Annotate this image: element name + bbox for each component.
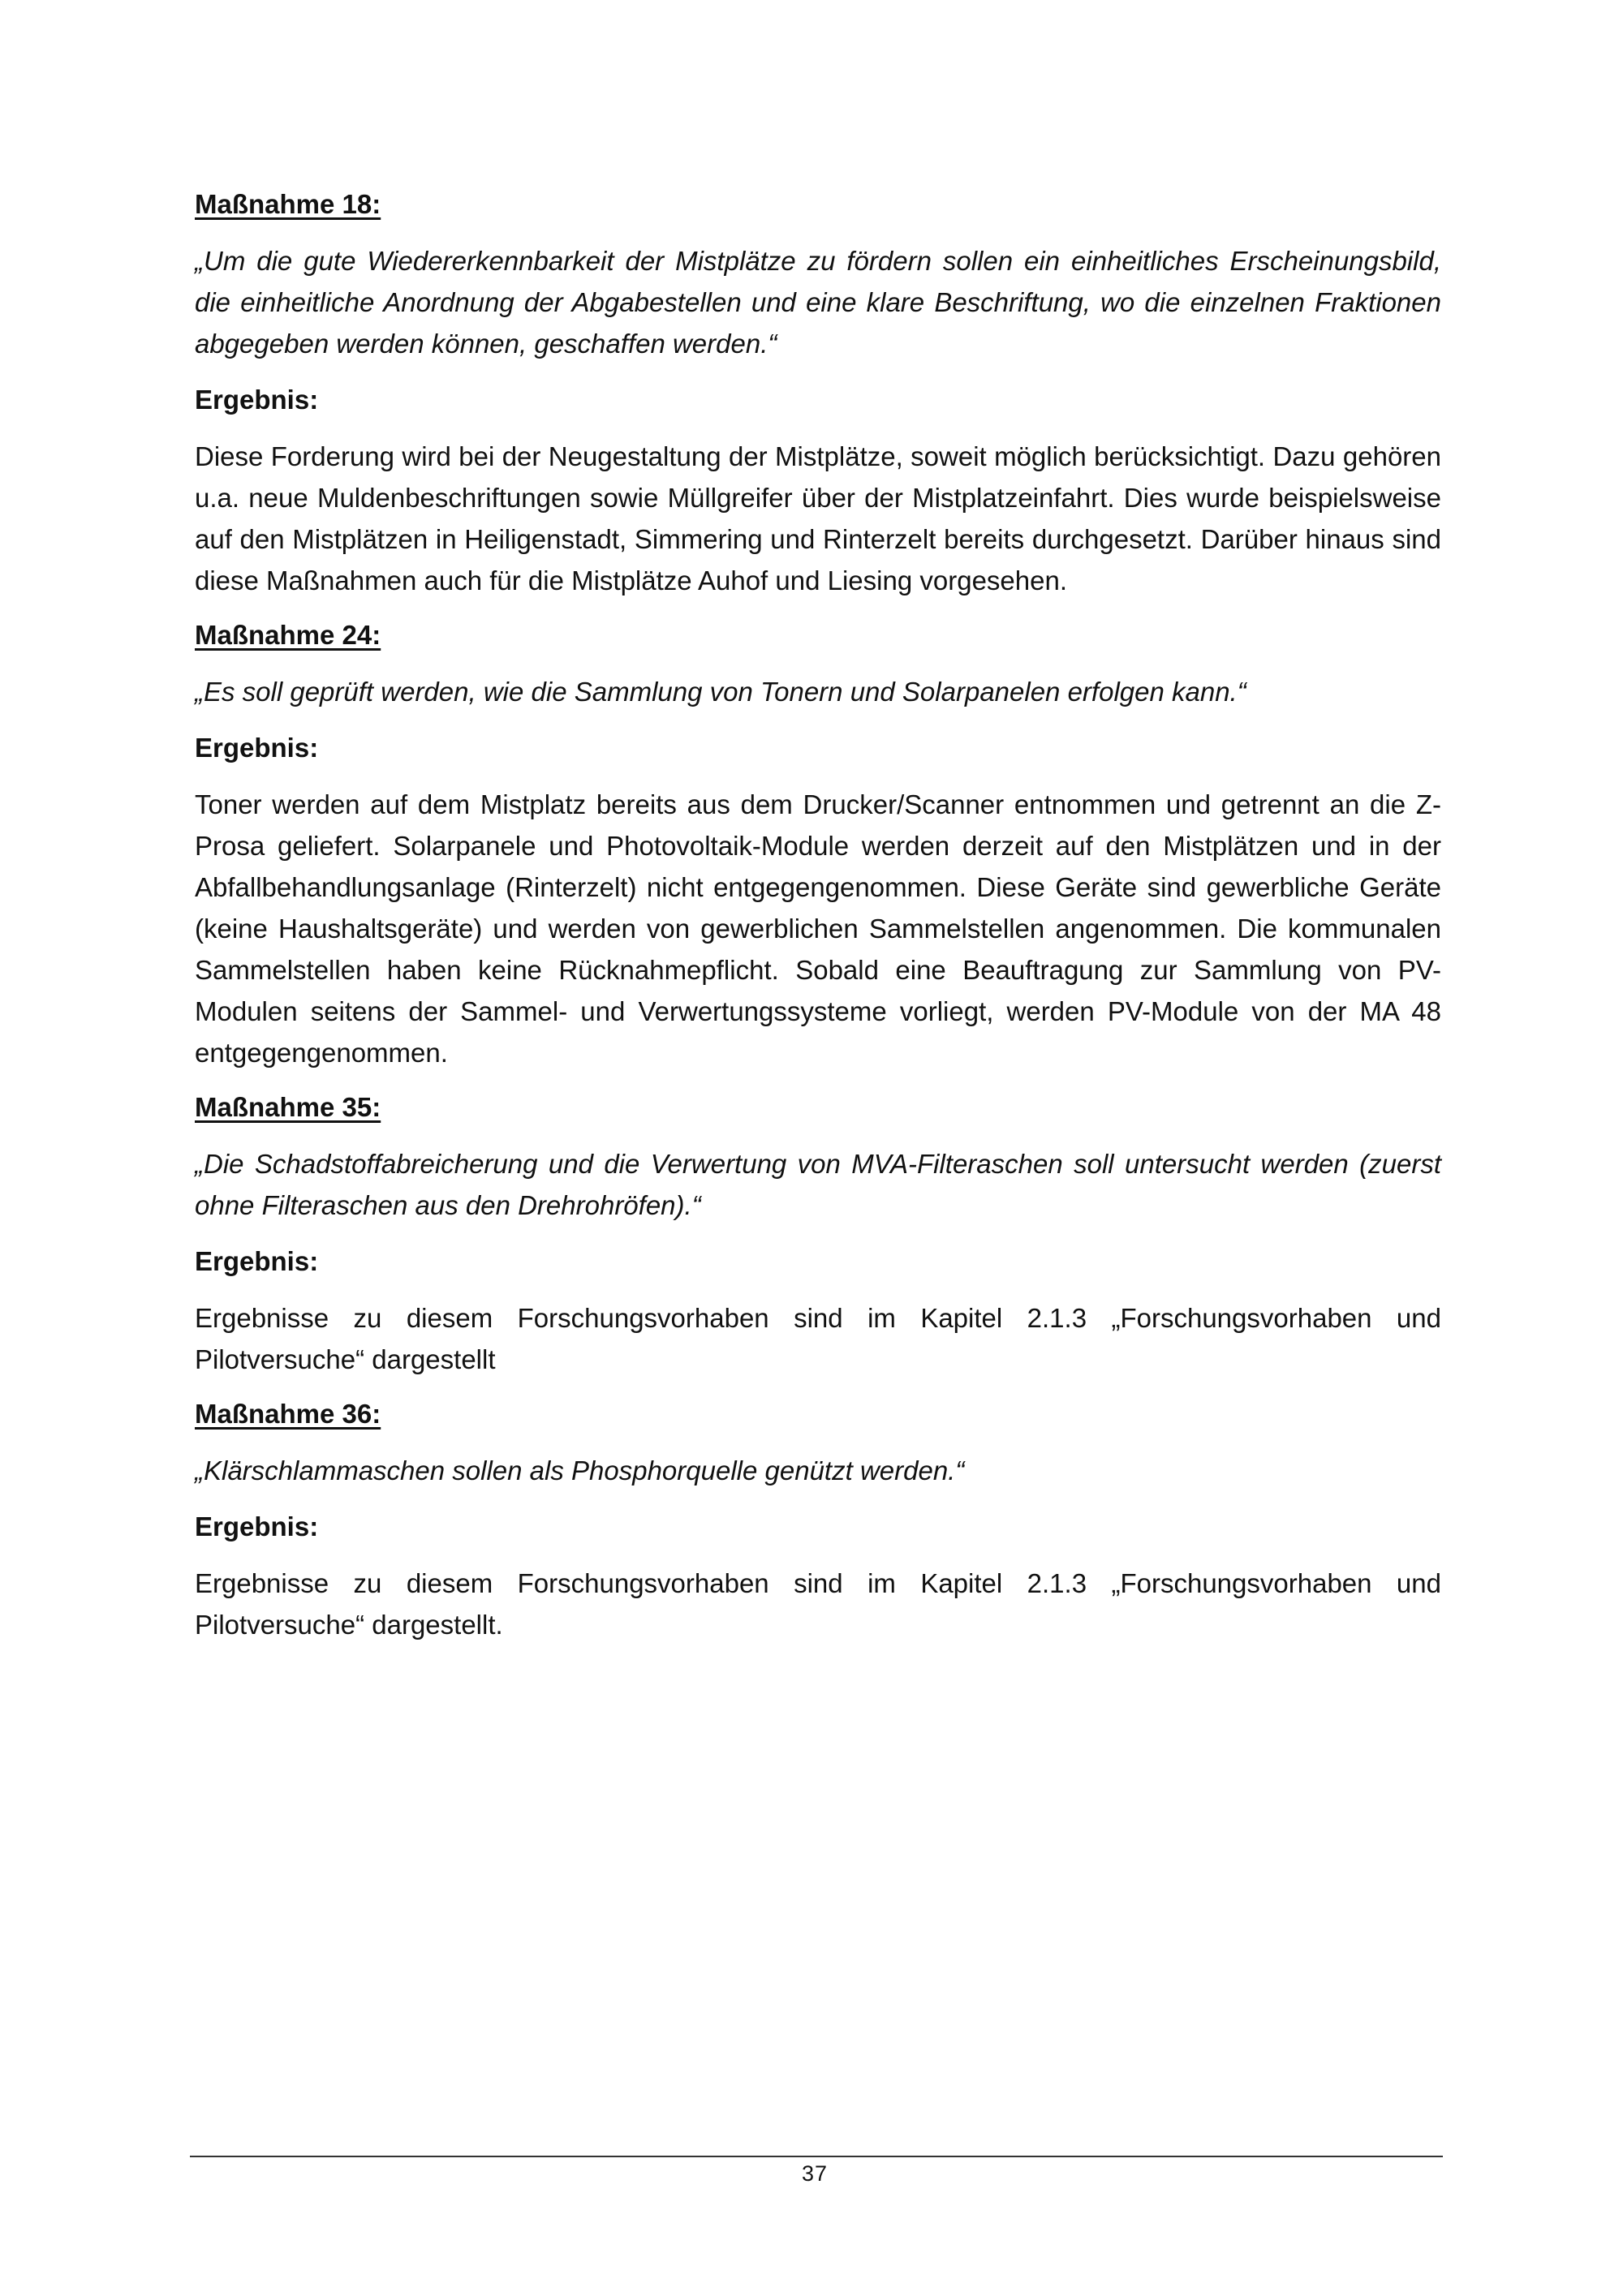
result-text: Ergebnisse zu diesem Forschungsvorhaben sind im Kapitel 2.1.3 „Forschungsvorhaben und Pilotversuche“ dargestellt. (195, 1568, 1441, 1640)
measure-quote: „Es soll geprüft werden, wie die Sammlung von Tonern und Solarpanelen erfolgen kann.“ (195, 677, 1246, 707)
section-heading: Maßnahme 35: (195, 1092, 381, 1122)
section-heading: Maßnahme 24: (195, 620, 381, 650)
section-massnahme-18 (195, 187, 1441, 601)
section-massnahme-36 (195, 1396, 1441, 1645)
section-massnahme-24 (195, 617, 1441, 1073)
section-heading: Maßnahme 18: (195, 189, 381, 219)
result-label: Ergebnis: (195, 733, 319, 763)
footer-divider (190, 2156, 1443, 2157)
document-page (195, 187, 1441, 1662)
result-label: Ergebnis: (195, 1246, 319, 1276)
section-heading: Maßnahme 36: (195, 1399, 381, 1429)
result-text: Toner werden auf dem Mistplatz bereits aus dem Drucker/Scanner entnommen und getrennt an die Z-Prosa geliefert. Solarpanele und Photovoltaik-Module werden derzeit auf den Mistplätzen und in der Abfallbehandlungsanlage (Rinterzelt) nicht entgegengenommen. Diese Geräte sind gewerbliche Geräte (keine Haushaltsgeräte) und werden von gewerblichen Sammelstellen angenommen. Die kommunalen Sammelstellen haben keine Rücknahmepflicht. Sobald eine Beauftragung zur Sammlung von PV-Modulen seitens der Sammel- und Verwertungssysteme vorliegt, werden PV-Module von der MA 48 entgegengenommen. (195, 789, 1441, 1068)
section-massnahme-35 (195, 1090, 1441, 1380)
page-number: 37 (801, 2161, 829, 2186)
measure-quote: „Klärschlammaschen sollen als Phosphorquelle genützt werden.“ (195, 1455, 965, 1486)
result-text: Diese Forderung wird bei der Neugestaltung der Mistplätze, soweit möglich berücksichtigt. Dazu gehören u.a. neue Muldenbeschriftungen sowie Müllgreifer über der Mistplatzeinfahrt. Dies wurde beispielsweise auf den Mistplätzen in Heiligenstadt, Simmering und Rinterzelt bereits durchgesetzt. Darüber hinaus sind diese Maßnahmen auch für die Mistplätze Auhof und Liesing vorgesehen. (195, 441, 1441, 595)
result-label: Ergebnis: (195, 385, 319, 415)
result-text: Ergebnisse zu diesem Forschungsvorhaben sind im Kapitel 2.1.3 „Forschungsvorhaben und Pilotversuche“ dargestellt (195, 1303, 1441, 1374)
measure-quote: „Die Schadstoffabreicherung und die Verwertung von MVA-Filteraschen soll untersucht werden (zuerst ohne Filteraschen aus den Drehrohröfen).“ (195, 1149, 1441, 1220)
result-label: Ergebnis: (195, 1511, 319, 1541)
measure-quote: „Um die gute Wiedererkennbarkeit der Mistplätze zu fördern sollen ein einheitliches Erscheinungsbild, die einheitliche Anordnung der Abgabestellen und eine klare Beschriftung, wo die einzelnen Fraktionen abgegeben werden können, geschaffen werden.“ (195, 246, 1441, 359)
